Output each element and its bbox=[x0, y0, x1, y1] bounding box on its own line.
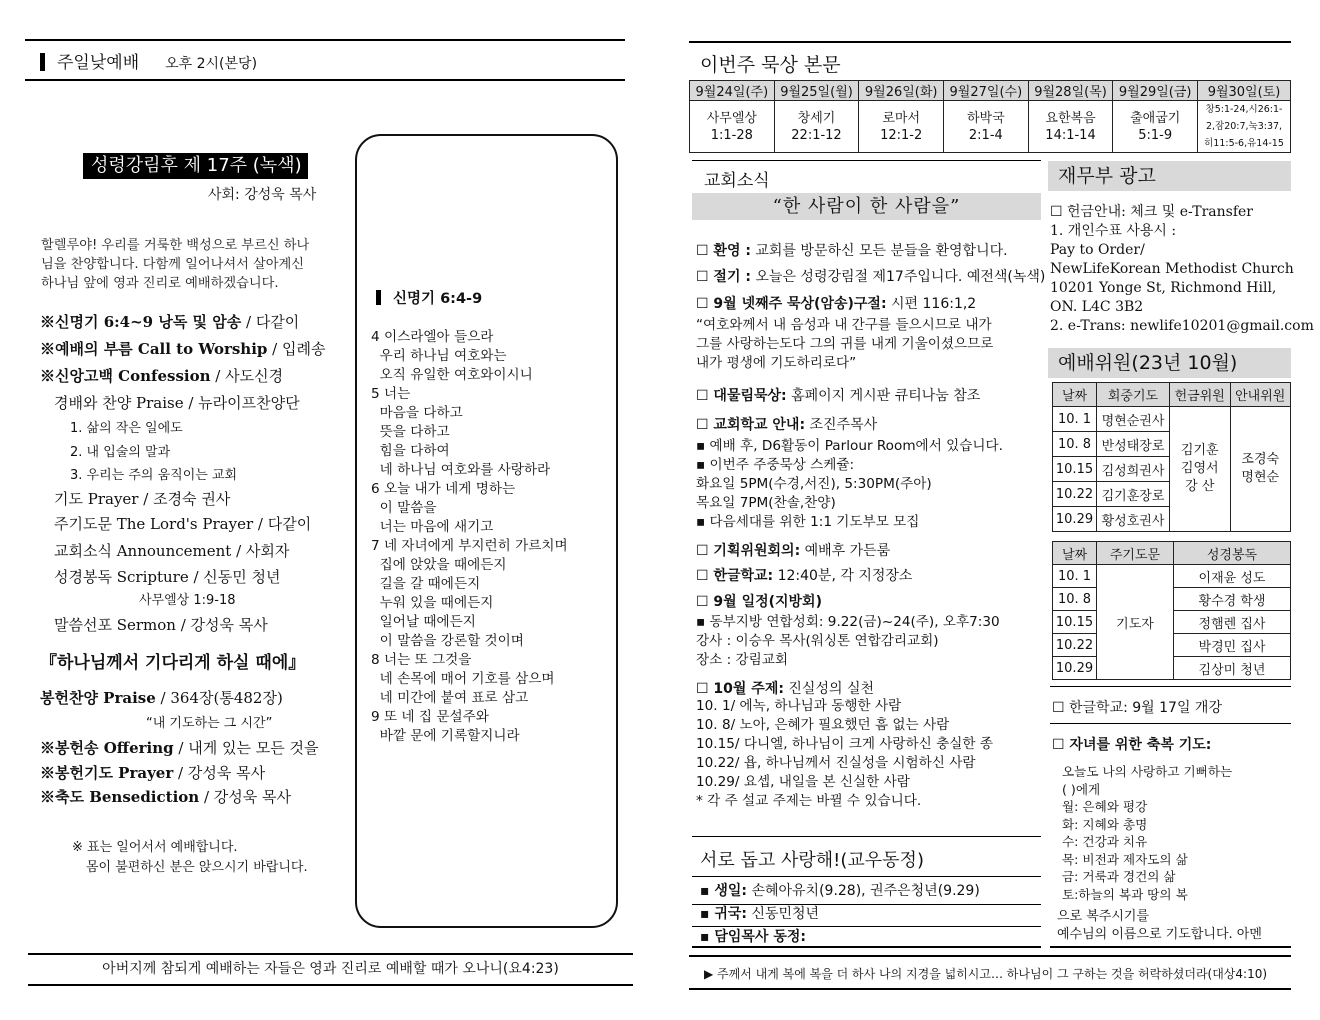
mutual-birthday: ▪ 생일: 손혜아유치(9.28), 권주은청년(9.29) bbox=[700, 883, 980, 899]
usher-committee: 조경숙 명현순 bbox=[1230, 407, 1291, 532]
district-items: ▪ 동부지방 연합성회: 9.22(금)~24(주), 오후7:30 강사 : 이승우 목사(워싱톤 연합감리교회) 장소 : 강림교회 bbox=[696, 614, 1000, 668]
order-item: ※축도 Bensediction / 강성욱 목사 bbox=[40, 788, 291, 806]
verse-line: 집에 앉았을 때에든지 bbox=[371, 557, 507, 573]
order-item: ※예배의 부름 Call to Worship / 입례송 bbox=[40, 340, 326, 358]
top-rule bbox=[689, 41, 1291, 43]
order-item: 주기도문 The Lord's Prayer / 다같이 bbox=[54, 515, 312, 533]
meditation-passage: 창세기 22:1-12 bbox=[774, 101, 859, 153]
praise-song-title: “내 기도하는 그 시간” bbox=[146, 716, 273, 731]
verse-line: 네 하나님 여호와를 사랑하라 bbox=[371, 462, 551, 478]
mutual-rule bbox=[692, 876, 1041, 877]
praise-song: 2. 내 입술의 말과 bbox=[70, 445, 171, 460]
verse-line: 우리 하나님 여호와는 bbox=[371, 348, 507, 364]
verse-line: 네 손목에 매어 기호를 삼으며 bbox=[371, 671, 555, 687]
theme-items: 10. 1/ 에녹, 하나님과 동행한 사람 10. 8/ 노아, 은혜가 필요했던 흠 없는 사람 10.15/ 다니엘, 하나님이 크게 사랑하신 충실한 종 10.22/ 욥, 하나님께서 진실성을 시험하신 사람 10.29/ 요셉, 내일을 본 신실한 사람 * 각 주 설교 주제는 바뀔 수 있습니다. bbox=[696, 698, 993, 809]
scripture-verses bbox=[371, 328, 568, 746]
prayer-top-rule bbox=[1050, 723, 1291, 724]
memo-verse: “여호와께서 내 음성과 내 간구를 들으시므로 내가 그를 사랑하는도다 그의 귀를 내게 기울이셨으므로 내가 평생에 기도하리로다” bbox=[696, 317, 994, 371]
order-item: 봉헌찬양 Praise / 364장(통482장) bbox=[40, 689, 283, 707]
order-item: ※신명기 6:4~9 낭독 및 암송 / 다같이 bbox=[40, 313, 300, 331]
school-items: ▪ 예배 후, D6활동이 Parlour Room에서 있습니다. ▪ 이번주 주중묵상 스케쥴: 화요일 5PM(수경,서진), 5:30PM(주아) 목요일 7PM(찬솔,찬양) ▪ 다음세대를 위한 1:1 기도부모 모집 bbox=[696, 438, 1003, 530]
news-title: 교회소식 bbox=[704, 171, 770, 191]
verse-line: 8 너는 또 그것을 bbox=[371, 652, 472, 668]
news-welcome: ☐ 환영 : 교회를 방문하신 모든 분들을 환영합니다. bbox=[696, 243, 1008, 259]
verse-line: 뜻을 다하고 bbox=[371, 424, 450, 440]
header-rule bbox=[25, 79, 625, 81]
finance-title: 재무부 광고 bbox=[1048, 161, 1291, 191]
meditation-table bbox=[689, 80, 1291, 153]
news-plan: ☐ 기획위원회의: 예배후 가든룸 bbox=[696, 543, 891, 559]
order-item: 기도 Prayer / 조경숙 권사 bbox=[54, 490, 231, 508]
prayer-lines: 오늘도 나의 사랑하고 기뻐하는 ( )에게 월: 은혜와 평강 화: 지혜와 총명 수: 건강과 치유 목: 비전과 제자도의 삶 금: 거룩과 경건의 삶 토:하늘의 복과 땅의 복 bbox=[1062, 764, 1233, 902]
mutual-pastor: ▪ 담임목사 동정: bbox=[700, 929, 806, 945]
meditation-date: 9월30일(토) bbox=[1198, 81, 1291, 101]
order-item: ※신앙고백 Confession / 사도신경 bbox=[40, 367, 284, 385]
mutual-return: ▪ 귀국: 신동민청년 bbox=[700, 906, 820, 922]
mutual-top-rule bbox=[692, 836, 1041, 837]
verse-line: 이 말씀을 bbox=[371, 500, 437, 516]
korean-school-notice: ☐ 한글학교: 9월 17일 개강 bbox=[1052, 700, 1222, 716]
presider: 사회: 강성욱 목사 bbox=[208, 187, 317, 203]
verse-line: 이 말씀을 강론할 것이며 bbox=[371, 633, 524, 649]
verse-line: 9 또 네 집 문설주와 bbox=[371, 709, 489, 725]
verse-line: 누워 있을 때에든지 bbox=[371, 595, 494, 611]
worship-committee-table: 날짜 회중기도 헌금위원 안내위원 10. 1 명현순권사 김기훈 김영서 강 산 조경숙 명현순 10. 8 반성태장로 10.15 김성희권사 10.22 김기훈장로 10.29 황성호권사 bbox=[1052, 382, 1291, 532]
meditation-date: 9월25일(월) bbox=[774, 81, 859, 101]
news-district: ☐ 9월 일정(지방회) bbox=[696, 594, 822, 610]
prayer-bottom-rule bbox=[1050, 946, 1291, 948]
verse-line: 오직 유일한 여호와이시니 bbox=[371, 367, 533, 383]
call-to-worship-text: 할렐루야! 우리를 거룩한 백성으로 부르신 하나 님을 찬양합니다. 다함께 일어나셔서 살아계신 하나님 앞에 영과 진리로 예배하겠습니다. bbox=[41, 238, 310, 291]
verse-line: 5 너는 bbox=[371, 386, 411, 402]
meditation-date: 9월28일(목) bbox=[1028, 81, 1113, 101]
meditation-date: 9월27일(수) bbox=[944, 81, 1029, 101]
mutual-list bbox=[700, 880, 980, 949]
order-item: 경배와 찬양 Praise / 뉴라이프찬양단 bbox=[54, 394, 300, 412]
meditation-date: 9월24일(주) bbox=[690, 81, 775, 101]
news-qt: ☐ 대물림묵상: 홈페이지 게시판 큐티나눔 참조 bbox=[696, 388, 981, 404]
service-title: 성령강림후 제 17주 (녹색) bbox=[83, 153, 308, 179]
news-korean: ☐ 한글학교: 12:40분, 각 지정장소 bbox=[696, 568, 913, 584]
news-top-rule bbox=[692, 160, 1041, 161]
verse-line: 7 네 자녀에게 부지런히 가르치며 bbox=[371, 538, 568, 554]
right-footer-verse: ▶ 주께서 내게 복에 복을 더 하사 나의 지경을 넓히시고… 하나님이 그 구하는 것을 허락하셨더라(대상4:10) bbox=[704, 967, 1268, 981]
order-item: ※봉헌기도 Prayer / 강성욱 목사 bbox=[40, 764, 266, 782]
prayer-title: ☐ 자녀를 위한 축복 기도: bbox=[1052, 737, 1212, 753]
meditation-date: 9월29일(금) bbox=[1113, 81, 1198, 101]
meditation-date: 9월26일(화) bbox=[859, 81, 944, 101]
verse-line: 6 오늘 내가 네게 명하는 bbox=[371, 481, 516, 497]
mutual-title: 서로 돕고 사랑해!(교우동정) bbox=[700, 850, 924, 871]
news-memo: ☐ 9월 넷째주 묵상(암송)구절: 시편 116:1,2 bbox=[696, 296, 977, 312]
news-season: ☐ 절기 : 오늘은 성령강림절 제17주입니다. 예전색(녹색) bbox=[696, 269, 1046, 285]
order-item: 성경봉독 Scripture / 신동민 청년 bbox=[54, 568, 281, 586]
finance-info: ☐ 헌금안내: 체크 및 e-Transfer 1. 개인수표 사용시 : Pay to Order/ NewLifeKorean Methodist Church 10201 Yonge St, Richmond Hill, ON. L4C 3B2 2. e-Trans: newlife10201@gmail.com bbox=[1050, 204, 1314, 334]
meditation-title: 이번주 묵상 본문 bbox=[700, 54, 841, 76]
verse-line: 일어날 때에든지 bbox=[371, 614, 476, 630]
prayer-ending: 으로 복주시기를 예수님의 이름으로 기도합니다. 아멘 bbox=[1057, 909, 1262, 942]
verse-line: 4 이스라엘아 들으라 bbox=[371, 329, 494, 345]
order-item: 교회소식 Announcement / 사회자 bbox=[54, 542, 290, 560]
top-rule bbox=[25, 39, 625, 41]
news-motto: “한 사람이 한 사람을” bbox=[692, 193, 1041, 220]
reading-committee-table: 날짜 주기도문 성경봉독 10. 1 기도자 이재윤 성도 10. 8 황수경 학생 10.15 정햄렌 집사 10.22 박경민 집사 10.29 김상미 청년 bbox=[1052, 541, 1291, 680]
scripture-box-title: 신명기 6:4-9 bbox=[376, 287, 482, 308]
mutual-row-rule bbox=[692, 904, 1041, 905]
meditation-passage: 하박국 2:1-4 bbox=[944, 101, 1029, 153]
footer-rule-bottom bbox=[28, 984, 633, 986]
scripture-ref: 사무엘상 1:9-18 bbox=[139, 593, 236, 608]
meditation-passage: 요한복음 14:1-14 bbox=[1028, 101, 1113, 153]
lords-prayer-leader: 기도자 bbox=[1097, 565, 1174, 680]
news-school: ☐ 교회학교 안내: 조진주목사 bbox=[696, 417, 878, 433]
footer-rule-bottom bbox=[689, 988, 1291, 990]
mutual-row-rule bbox=[692, 926, 1041, 927]
praise-song: 3. 우리는 주의 움직이는 교회 bbox=[70, 468, 238, 483]
verse-line: 길을 갈 때에든지 bbox=[371, 576, 481, 592]
footer-rule bbox=[28, 953, 633, 955]
meditation-passage: 로마서 12:1-2 bbox=[859, 101, 944, 153]
offering-committee: 김기훈 김영서 강 산 bbox=[1170, 407, 1231, 532]
meditation-passage: 출애굽기 5:1-9 bbox=[1113, 101, 1198, 153]
committee-bottom-rule bbox=[1050, 686, 1291, 687]
order-item: ※봉헌송 Offering / 내게 있는 모든 것을 bbox=[40, 739, 319, 757]
service-header bbox=[40, 48, 257, 73]
service-time: 오후 2시(본당) bbox=[165, 56, 258, 72]
verse-line: 힘을 다하여 bbox=[371, 443, 450, 459]
service-name: 주일낮예배 bbox=[57, 53, 140, 73]
verse-line: 마음을 다하고 bbox=[371, 405, 463, 421]
praise-song: 1. 삶의 작은 일에도 bbox=[70, 421, 183, 436]
meditation-passage: 사무엘상 1:1-28 bbox=[690, 101, 775, 153]
news-theme: ☐ 10월 주제: 진실성의 실천 bbox=[696, 681, 874, 697]
mutual-bottom-rule bbox=[692, 946, 1041, 948]
footer-rule bbox=[689, 955, 1291, 957]
order-item: 말씀선포 Sermon / 강성욱 목사 bbox=[54, 616, 268, 634]
verse-line: 너는 마음에 새기고 bbox=[371, 519, 494, 535]
meditation-passage: 창5:1-24,시26:1- 2,잠20:7,눅3:37, 히11:5-6,유14-15 bbox=[1198, 101, 1291, 153]
verse-line: 네 미간에 붙여 표로 삼고 bbox=[371, 690, 529, 706]
worship-committee-title: 예배위원(23년 10월) bbox=[1048, 348, 1291, 378]
standing-note: ※ 표는 일어서서 예배합니다. 몸이 불편하신 분은 앉으시기 바랍니다. bbox=[72, 840, 308, 875]
sermon-title: 『하나님께서 기다리게 하실 때에』 bbox=[40, 653, 306, 673]
left-footer-verse: 아버지께 참되게 예배하는 자들은 영과 진리로 예배할 때가 오나니(요4:23) bbox=[102, 961, 559, 977]
verse-line: 바깥 문에 기록할지니라 bbox=[371, 728, 520, 744]
